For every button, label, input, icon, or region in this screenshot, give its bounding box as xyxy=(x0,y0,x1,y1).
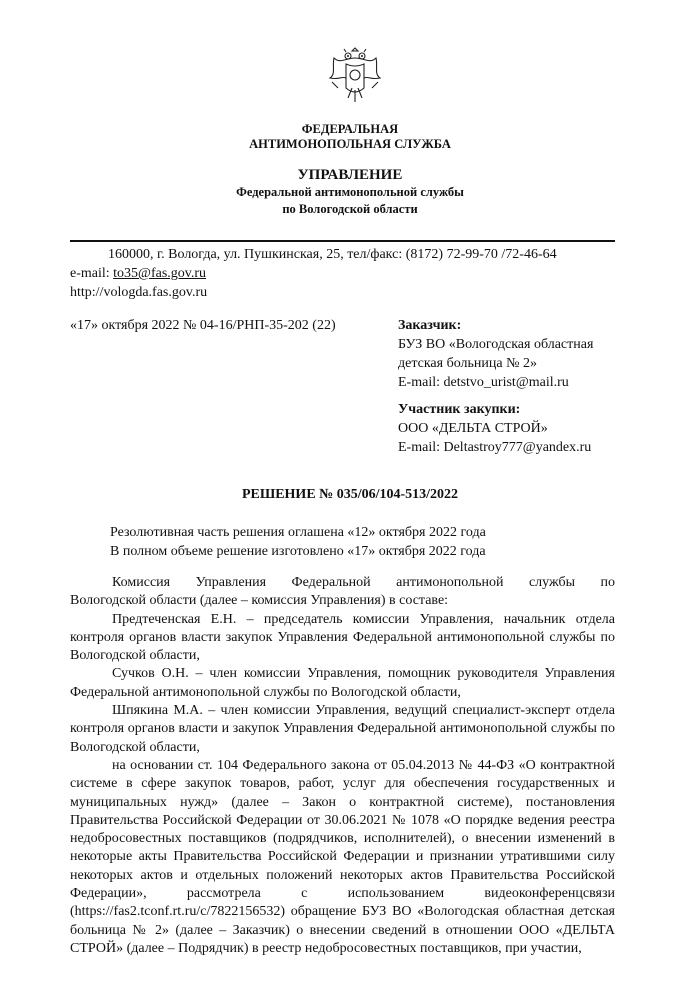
note-announced: Резолютивная часть решения оглашена «12» октября 2022 года xyxy=(110,525,486,540)
contact-block xyxy=(70,245,630,302)
participant-name: ООО «ДЕЛЬТА СТРОЙ» xyxy=(398,421,548,436)
participant-label: Участник закупки: xyxy=(398,402,521,417)
email-line xyxy=(70,264,630,283)
email-link[interactable]: to35@fas.gov.ru xyxy=(113,266,207,281)
agency-name xyxy=(0,122,700,152)
customer-label: Заказчик: xyxy=(398,318,462,333)
office-subtitle xyxy=(0,184,700,218)
decision-title: РЕШЕНИЕ № 035/06/104-513/2022 xyxy=(241,487,459,502)
participant-email: E-mail: Deltastroy777@yandex.ru xyxy=(398,440,592,455)
body-paragraph-4: Шпякина М.А. – член комиссии Управления, ведущий специалист-эксперт отдела контроля органов власти и закупок Управления Федеральной антимонопольной службы по Вологодской области, xyxy=(70,703,615,755)
decision-notes xyxy=(110,523,486,561)
customer-name-line1: БУЗ ВО «Вологодская областная xyxy=(398,337,594,352)
body-paragraph-2: Предтеченская Е.Н. – председатель комиссии Управления, начальник отдела контроля органов власти закупок Управления Федеральной антимонопольной службы по Вологодской области, xyxy=(70,611,615,664)
decision-body xyxy=(70,574,615,958)
office-line1: Федеральной антимонопольной службы xyxy=(236,185,464,199)
customer-block xyxy=(398,316,638,392)
email-label: e-mail: xyxy=(70,266,114,281)
coat-of-arms-icon xyxy=(326,44,384,108)
postal-address: 160000, г. Вологда, ул. Пушкинская, 25, тел/факс: (8172) 72-99-70 /72-46-64 xyxy=(108,247,557,262)
body-paragraph-3: Сучков О.Н. – член комиссии Управления, помощник руководителя Управления Федеральной антимонопольной службы по Вологодской области, xyxy=(70,666,615,700)
website-link[interactable]: http://vologda.fas.gov.ru xyxy=(70,285,208,300)
body-paragraph-1-first-line: Комиссия Управления Федеральной антимонопольной службы по xyxy=(112,575,615,590)
body-paragraph-5: на основании ст. 104 Федерального закона от 05.04.2013 № 44-ФЗ «О контрактной системе в сфере закупок товаров, работ, услуг для обеспечения государственных и муниципальных нужд» (далее – Закон о контрактной системе), постановления Правительства Российской Федерации от 30.06.2021 № 1078 «О порядке ведения реестра недобросовестных поставщиков (подрядчиков, исполнителей), о внесении изменений в некоторые акты Правительства Российской Федерации и признании утратившими силу некоторых актов и отдельных положений некоторых актов Правительства Российской Федерации», рассмотрела с использованием видеоконференцсвязи (https://fas2.tconf.rt.ru/c/7822156532) обращение БУЗ ВО «Вологодская областная детская больница № 2» (далее – Заказчик) о внесении сведений в отношении ООО «ДЕЛЬТА СТРОЙ» (далее – Подрядчик) в реестр недобросовестных поставщиков, при участии, xyxy=(70,757,615,956)
office-line2: по Вологодской области xyxy=(282,202,418,216)
agency-line2: АНТИМОНОПОЛЬНАЯ СЛУЖБА xyxy=(249,137,451,151)
participant-block xyxy=(398,400,638,457)
customer-name-line2: детская больница № 2» xyxy=(398,356,537,371)
note-prepared: В полном объеме решение изготовлено «17» октября 2022 года xyxy=(110,544,486,559)
body-paragraph-1-rest: Вологодской области (далее – комиссия Управления) в составе: xyxy=(70,593,449,609)
header-divider xyxy=(70,240,615,242)
agency-line1: ФЕДЕРАЛЬНАЯ xyxy=(301,122,399,136)
customer-email: E-mail: detstvo_urist@mail.ru xyxy=(398,375,569,390)
document-reference: «17» октября 2022 № 04-16/РНП-35-202 (22) xyxy=(70,318,336,333)
office-title: УПРАВЛЕНИЕ xyxy=(297,167,403,183)
